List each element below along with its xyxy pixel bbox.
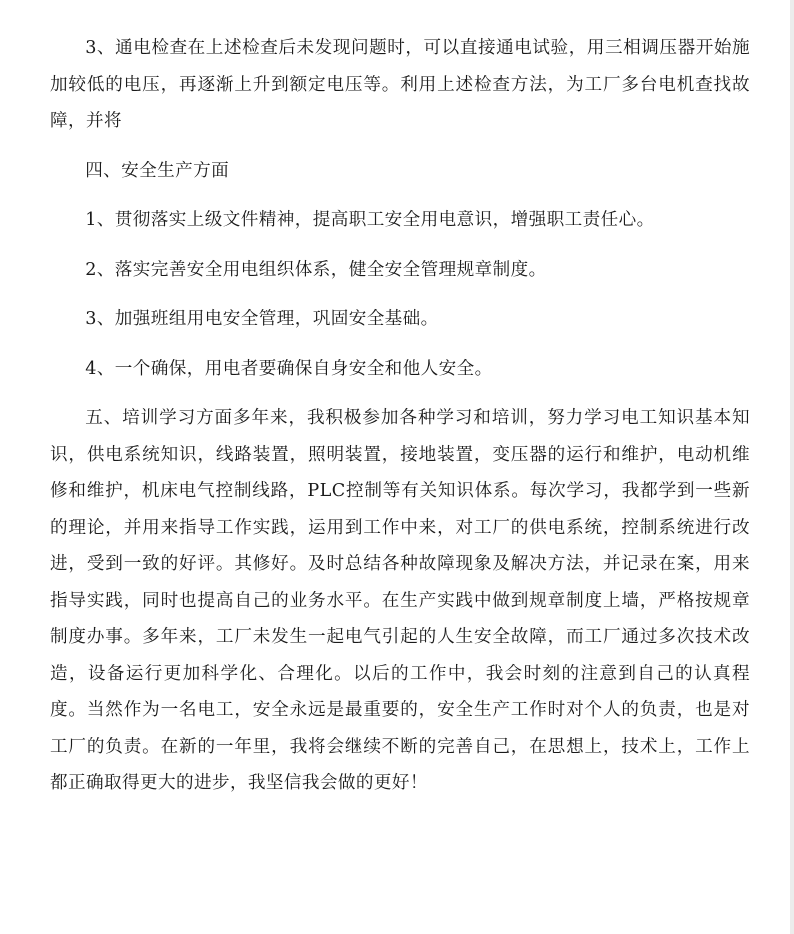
section-4-item-3: 3、加强班组用电安全管理，巩固安全基础。 bbox=[85, 309, 439, 329]
section-5-training-paragraph: 五、培训学习方面多年来，我积极参加各种学习和培训，努力学习电工知识基本知识，供电系统知识，线路装置，照明装置，接地装置，变压器的运行和维护，电动机维修和维护，机床电气控制线路，PLC控制等有关知识体系。每次学习，我都学到一些新的理论，并用来指导工作实践，运用到工作中来，对工厂的供电系统，控制系统进行改进，受到一致的好评。其修好。及时总结各种故障现象及解决方法，并记录在案，用来指导实践，同时也提高自己的业务水平。在生产实践中做到规章制度上墙，严格按规章制度办事。多年来，工厂未发生一起电气引起的人生安全故障，而工厂通过多次技术改造，设备运行更加科学化、合理化。以后的工作中，我会时刻的注意到自己的认真程度。当然作为一名电工，安全永远是最重要的，安全生产工作时对个人的负责，也是对工厂的负责。在新的一年里，我将会继续不断的完善自己，在思想上，技术上，工作上都正确取得更大的进步，我坚信我会做的更好！ bbox=[50, 408, 750, 793]
section-4-heading: 四、安全生产方面 bbox=[85, 160, 230, 181]
section-4-item-2: 2、落实完善安全用电组织体系，健全安全管理规章制度。 bbox=[85, 259, 547, 280]
document-body bbox=[50, 0, 750, 802]
paragraph-electrical-check: 3、通电检查在上述检查后未发现问题时，可以直接通电试验，用三相调压器开始施加较低的电压，再逐渐上升到额定电压等。利用上述检查方法，为工厂多台电机查找故障，并将 bbox=[50, 38, 750, 131]
page-edge-shadow bbox=[790, 0, 794, 934]
section-4-item-4: 4、一个确保，用电者要确保自身安全和他人安全。 bbox=[85, 358, 493, 379]
section-4-item-1: 1、贯彻落实上级文件精神，提高职工安全用电意识，增强职工责任心。 bbox=[85, 210, 655, 230]
